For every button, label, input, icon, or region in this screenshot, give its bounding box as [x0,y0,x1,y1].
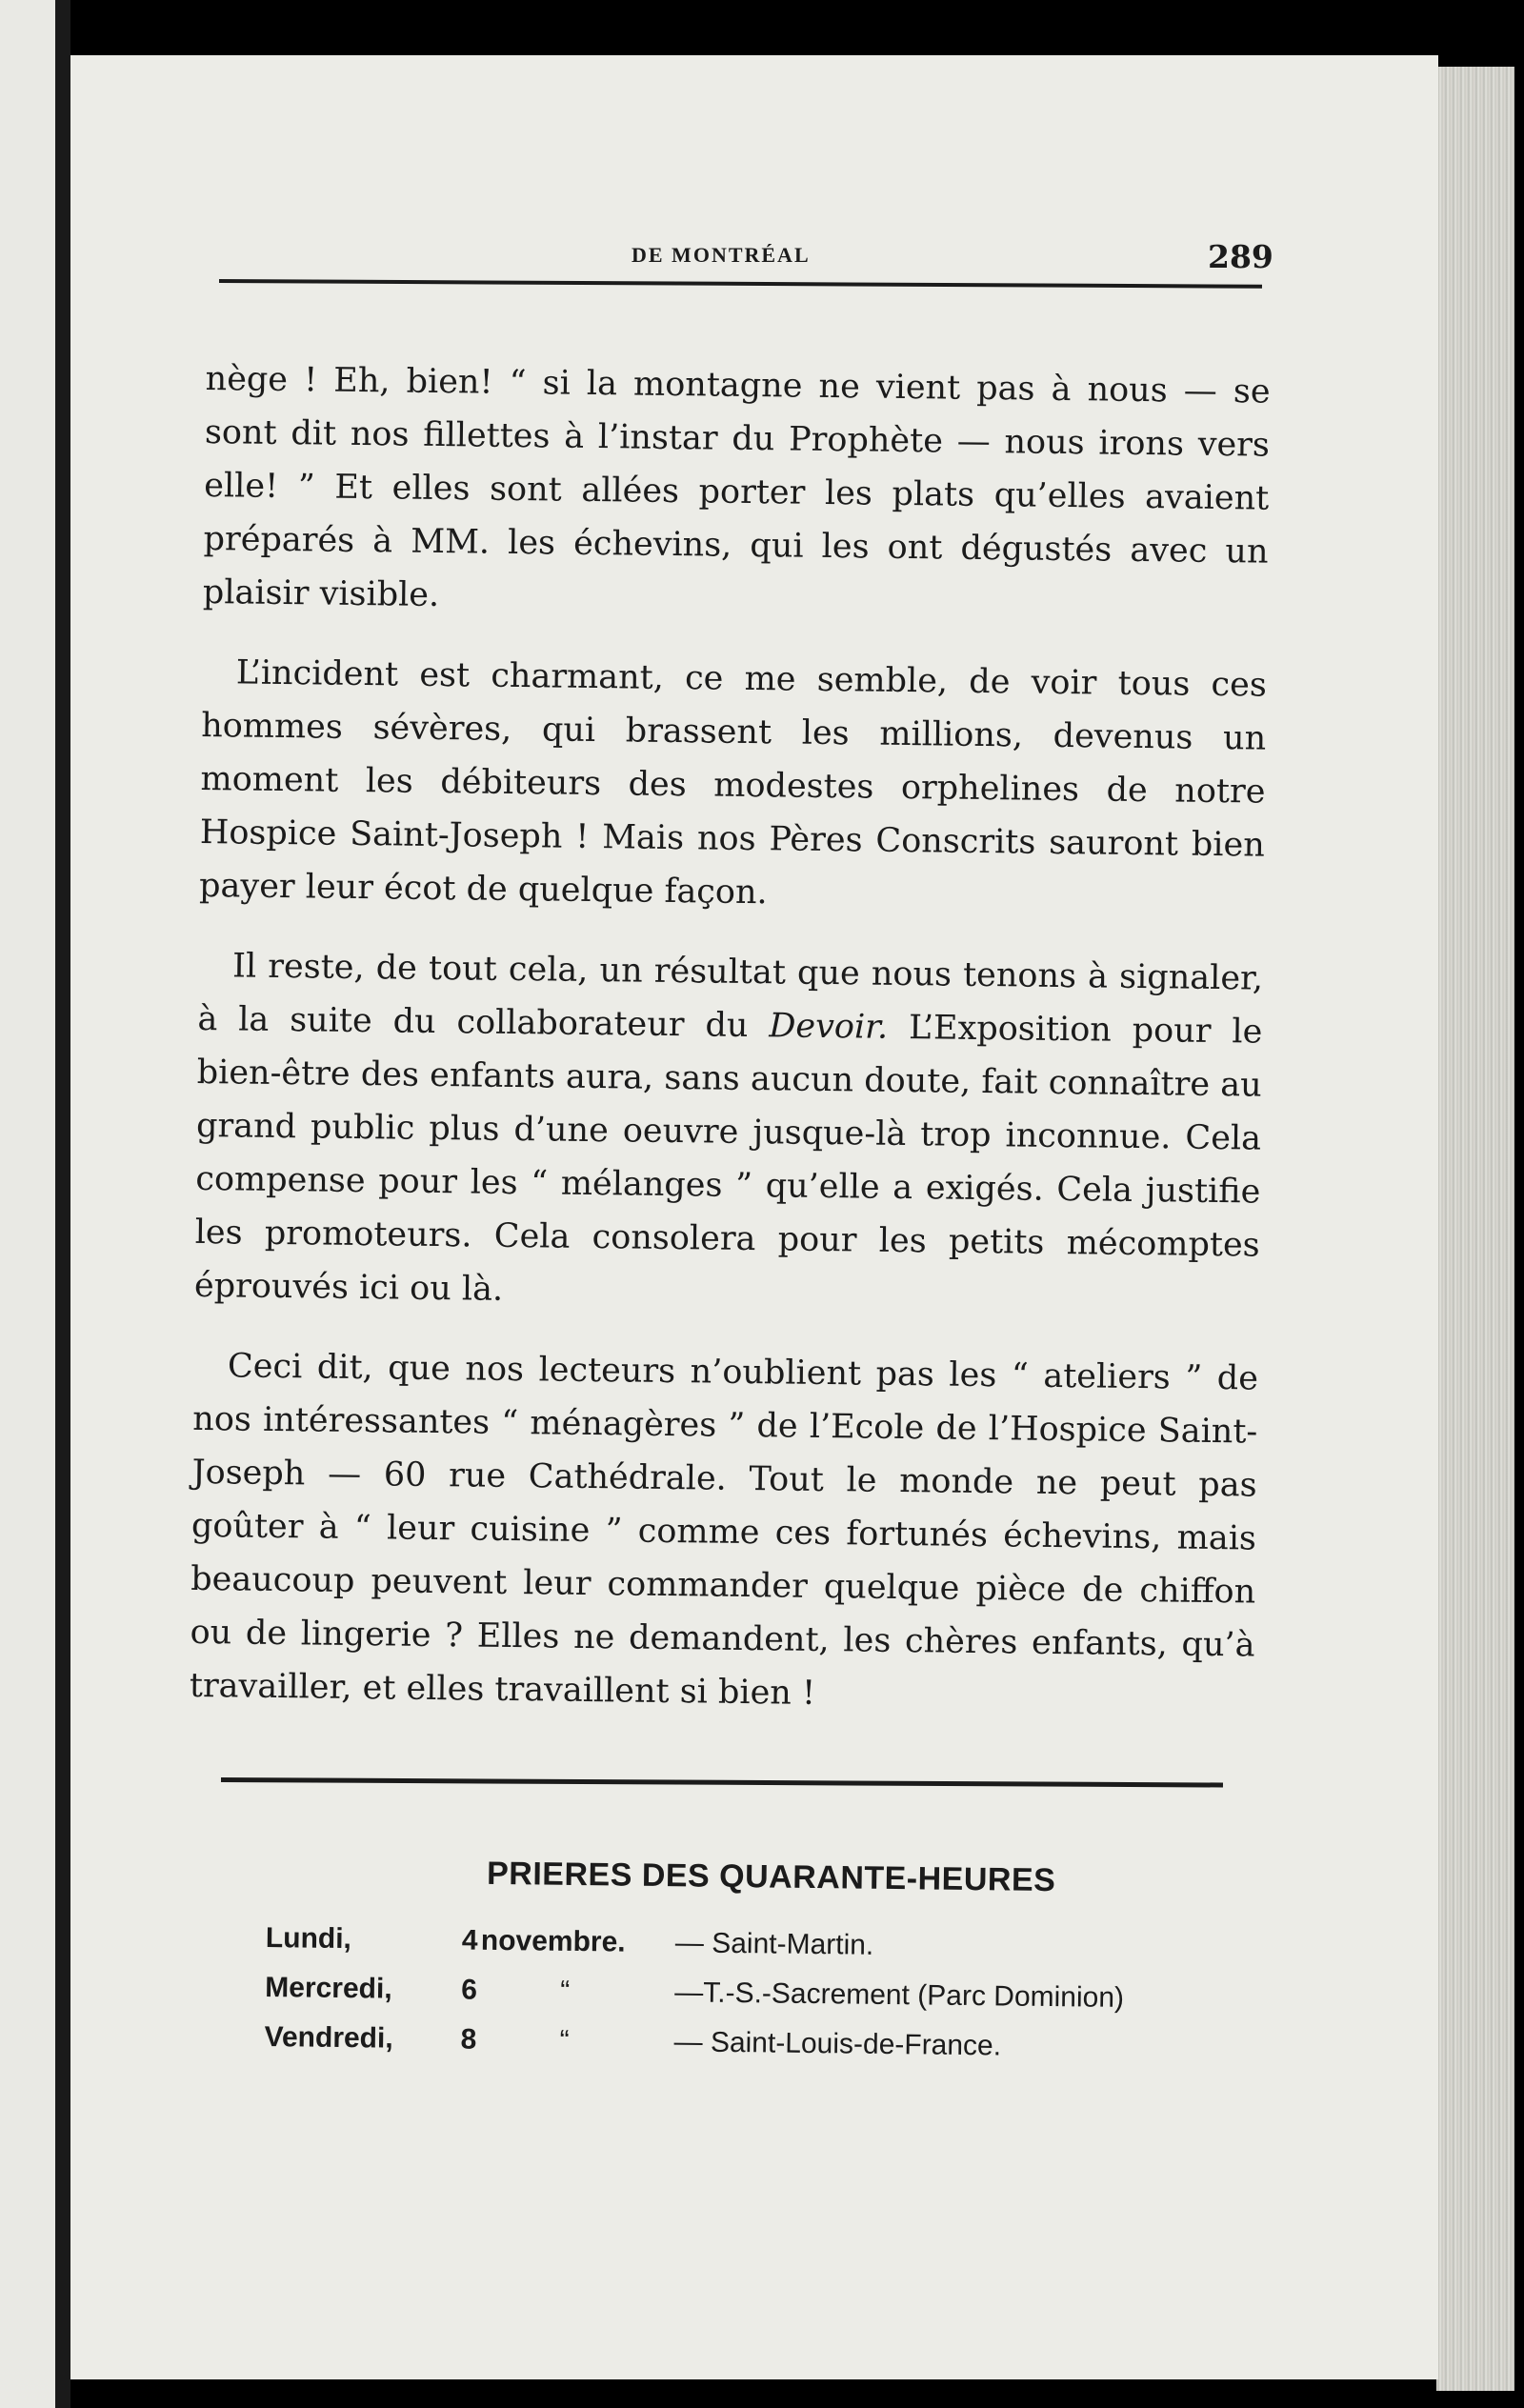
paragraph: L’incident est charmant, ce me semble, de voir tous ces hommes sévères, qui brassent les millions, devenus un moment les débiteurs des modestes orphelines de notre Hospice Saint-Joseph ! Mais nos Pères Conscrits sauront bien payer leur écot de quelque façon. [198,653,1268,913]
header-rule [219,279,1262,289]
newspaper-title: Devoir. [769,1007,889,1047]
schedule-date: 6 [461,1974,478,2006]
body-text [189,352,1271,1753]
paragraph-text: Il reste, de tout cela, un résultat que nous tenons à signaler, à la suite du collaborateur du [197,947,1264,1046]
schedule-date: 8 [460,2023,477,2056]
paragraph-continuation: nège ! Eh, bien! “ si la montagne ne vient pas à nous — se sont dit nos fillettes à l’instar du Prophète — nous irons vers elle! ” Et elles sont allées porter les plats qu’elles avaient préparés à MM. les échevins, qui les ont dégustés avec un plaisir visible. [202,359,1271,615]
paragraph: Ceci dit, que nos lecteurs n’oublient pas les “ ateliers ” de nos intéressantes “ ménagères ” de l’Ecole de l’Hospice Saint-Joseph — 60 rue Cathédrale. Tout le monde ne peut pas goûter à “ leur cuisine ” comme ces fortunés échevins, mais beaucoup peuvent leur commander quelque pièce de chiffon ou de lingerie ? Elles ne demandent, les chères enfants, qu’à travailler, et elles travaillent si bien ! [189,1347,1259,1713]
schedule-parish: —T.-S.-Sacrement (Parc Dominion) [674,1977,1125,2015]
page-number: 289 [1208,238,1273,275]
schedule-row [264,2021,1236,2082]
section-divider [221,1777,1223,1788]
ditto-mark: “ [559,2024,570,2057]
schedule-day: Vendredi, [264,2020,393,2055]
forty-hours-schedule [264,1853,1238,2082]
schedule-day: Mercredi, [265,1971,392,2005]
schedule-parish: — Saint-Louis-de-France. [673,2026,1002,2062]
schedule-month: novembre. [480,1924,626,1958]
schedule-parish: — Saint-Martin. [674,1927,874,1961]
ditto-mark: “ [560,1975,571,2007]
schedule-day: Lundi, [265,1921,352,1956]
schedule-title: PRIERES DES QUARANTE-HEURES [486,1855,1056,1899]
paragraph-text: L’Exposition pour le bien-être des enfants aura, sans aucun doute, fait connaître au grand public plus d’une oeuvre jusque-là trop inconnue. Cela compense pour les “ mélanges ” qu’elle a exigés. Cela justifie les promoteurs. Cela consolera pour les petits mécomptes éprouvés ici ou là. [193,1008,1263,1309]
paragraph [194,939,1264,1326]
running-title: DE MONTRÉAL [632,243,811,267]
schedule-date: 4 [461,1924,478,1956]
